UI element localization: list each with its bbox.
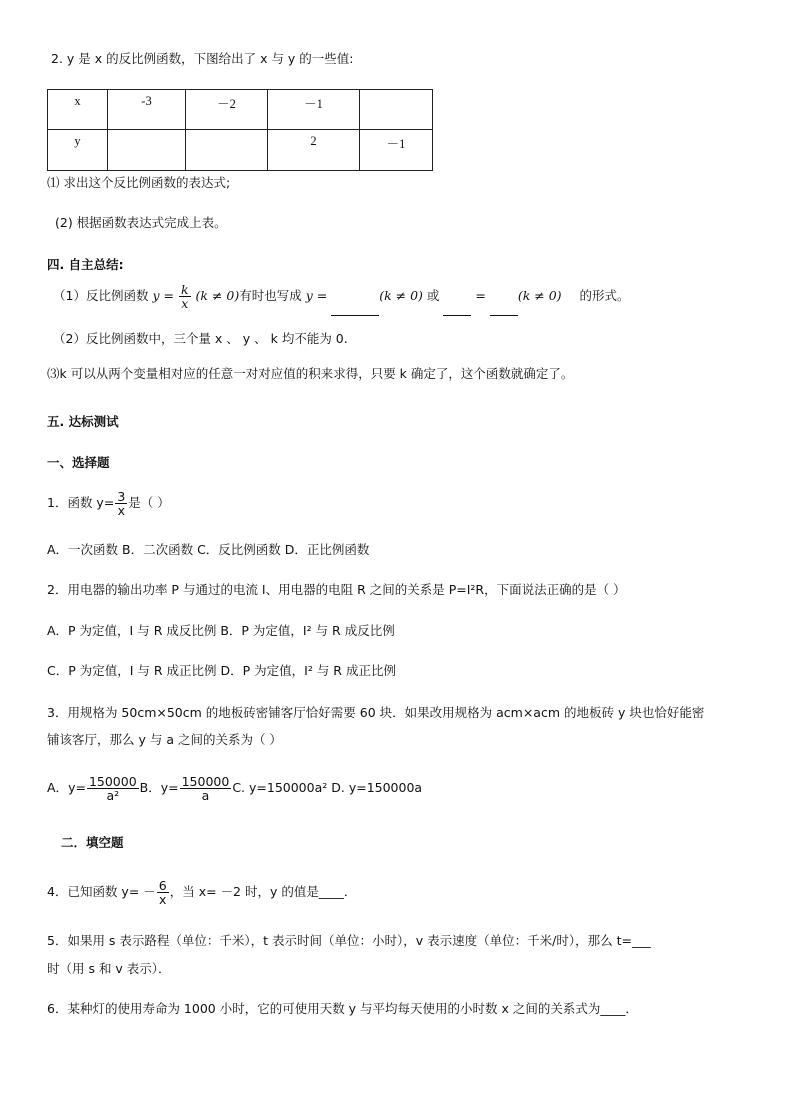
option-a-y-equals: y= [68,780,86,795]
section-choice-heading: 一、选择题 [47,455,110,470]
section-fill-heading: 二．填空题 [61,835,124,850]
condition-k-nonzero-3: (k ≠ 0) [517,288,562,303]
choice-question-3-options [47,768,422,808]
summary-item-1-suffix: 的形式。 [579,288,630,303]
question-4-prefix: 4．已知函数 y= － [47,884,156,899]
table-cell: 2 [268,130,360,171]
summary-item-1-or: 或 [426,288,440,303]
condition-k-nonzero: (k ≠ 0) [195,288,240,303]
summary-item-3: ⑶k 可以从两个变量相对应的任意一对对应值的积来求得，只要 k 确定了，这个函数就确定了。 [47,366,574,381]
question-2-title: 2. y 是 x 的反比例函数，下图给出了 x 与 y 的一些值: [51,51,354,66]
fill-blank-1[interactable] [331,301,379,316]
option-c: C. y=150000a² [232,780,328,795]
fill-blank-3[interactable] [490,301,518,316]
choice-question-3-line-1: 3．用规格为 50cm×50cm 的地板砖密铺客厅恰好需要 60 块．如果改用规格为 acm×acm 的地板砖 y 块也恰好能密 [47,705,705,720]
table-cell [360,90,433,130]
value-table [47,89,433,171]
fill-question-4 [47,872,356,912]
question-2-part-1: ⑴ 求出这个反比例函数的表达式; [47,175,231,190]
table-cell: －1 [360,130,433,171]
table-cell [186,130,268,171]
choice-question-2-options-cd: C．P 为定值，I 与 R 成正比例 D．P 为定值，I² 与 R 成正比例 [47,663,396,678]
table-row-x [48,90,433,130]
table-row-y [48,130,433,171]
fraction-150000-over-a-squared: $\frac{150000}{\text{a²}}$ [88,774,137,803]
fraction-k-over-x: $\frac{k}{x}$ [180,282,189,311]
table-cell: y [48,130,108,171]
summary-item-2: （2）反比例函数中，三个量 x 、 y 、 k 均不能为 0. [53,331,348,346]
choice-question-1-options: A．一次函数 B．二次函数 C．反比例函数 D．正比例函数 [47,542,370,557]
summary-item-1-prefix: （1）反比例函数 [53,288,149,303]
option-b-y-equals: y= [160,780,179,795]
choice-question-2-options-ab: A．P 为定值，I 与 R 成反比例 B．P 为定值，I² 与 R 成反比例 [47,623,395,638]
choice-question-3-line-2: 铺该客厅，那么 y 与 a 之间的关系为（ ） [47,732,282,747]
option-b-label: B． [139,780,161,795]
condition-k-nonzero-2: (k ≠ 0) [379,288,423,303]
choice-question-1 [47,484,170,522]
question-1-prefix: 1．函数 y= [47,495,115,510]
choice-question-2: 2．用电器的输出功率 P 与通过的电流 I、用电器的电阻 R 之间的关系是 P=I²R，下面说法正确的是（ ） [47,582,626,597]
table-cell: x [48,90,108,130]
option-a-label: A． [47,780,69,795]
question-4-suffix: ，当 x= －2 时，y 的值是____． [169,884,357,899]
fraction-150000-over-a: $\frac{150000}{a}$ [181,774,230,803]
option-d: D. y=150000a [331,780,423,795]
table-cell: -3 [108,90,186,130]
test-heading: 五. 达标测试 [47,414,119,429]
summary-item-1-equals: = [475,288,486,303]
fill-question-6: 6．某种灯的使用寿命为 1000 小时，它的可使用天数 y 与平均每天使用的小时数 x 之间的关系式为____． [47,1001,638,1016]
table-cell: －1 [268,90,360,130]
summary-item-1-mid: 有时也写成 [239,288,302,303]
question-1-suffix: 是（ ） [128,495,170,510]
formula-y-equals-2: y = [305,288,328,303]
formula-y-equals: y = [152,288,174,303]
fill-question-5-line-2: 时（用 s 和 v 表示）． [47,961,171,976]
fraction-6-over-x: $\frac{6}{x}$ [158,878,167,907]
table-cell: －2 [186,90,268,130]
table-cell [108,130,186,171]
summary-heading: 四. 自主总结: [47,257,124,272]
fraction-3-over-x: $\frac{3}{x}$ [117,489,126,518]
fill-question-5-line-1: 5．如果用 s 表示路程（单位：千米），t 表示时间（单位：小时），v 表示速度（单位：千米/时），那么 t=___ [47,933,651,948]
summary-item-1 [53,276,630,316]
question-2-part-2: (2) 根据函数表达式完成上表。 [55,215,227,230]
fill-blank-2[interactable] [443,301,471,316]
